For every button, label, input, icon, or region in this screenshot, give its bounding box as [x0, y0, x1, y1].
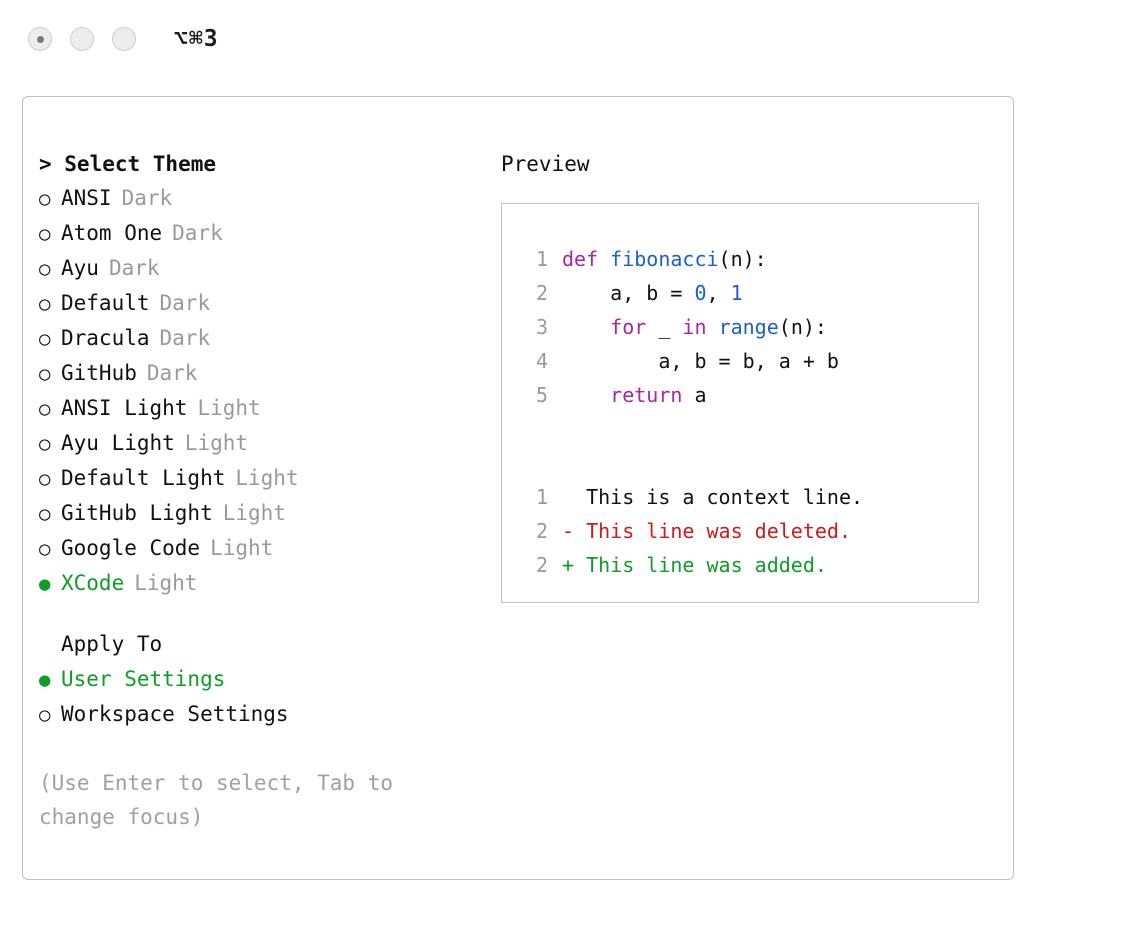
radio-unselected-icon: ○ — [39, 258, 51, 280]
radio-unselected-icon: ○ — [39, 293, 51, 315]
code-token — [562, 378, 610, 412]
line-number: 5 — [535, 383, 548, 407]
radio-unselected-icon: ○ — [39, 468, 51, 490]
preview-title: Preview — [501, 152, 590, 176]
diff-line-text: - This line was deleted. — [562, 519, 851, 543]
preview-box — [501, 203, 979, 603]
theme-option-row[interactable] — [39, 216, 479, 251]
theme-option-tag: Light — [134, 571, 198, 595]
radio-unselected-icon: ○ — [39, 363, 51, 385]
apply-to-heading: Apply To — [61, 632, 163, 656]
keyboard-hint: (Use Enter to select, Tab to change focus) — [39, 771, 406, 829]
theme-option-row[interactable] — [39, 181, 479, 216]
code-token — [707, 310, 719, 344]
radio-selected-icon: ● — [39, 669, 51, 691]
theme-option-label: Ayu — [61, 256, 99, 280]
theme-option-row[interactable] — [39, 391, 479, 426]
panel-content — [23, 97, 1013, 879]
line-number: 4 — [535, 349, 548, 373]
theme-option-tag: Light — [222, 501, 286, 525]
diff-line — [522, 514, 978, 548]
line-number: 2 — [535, 553, 548, 577]
theme-option-tag: Dark — [159, 326, 211, 350]
theme-option-tag: Light — [210, 536, 274, 560]
code-token: (n): — [718, 247, 767, 271]
radio-unselected-icon: ○ — [39, 433, 51, 455]
diff-line — [522, 548, 978, 582]
code-token: (n): — [778, 315, 827, 339]
line-number: 1 — [535, 485, 548, 509]
theme-option-row[interactable] — [39, 321, 479, 356]
line-number: 3 — [535, 315, 548, 339]
preview-column — [501, 147, 1001, 603]
zoom-dot[interactable] — [112, 27, 136, 51]
theme-option-label: XCode — [61, 571, 125, 595]
code-token — [562, 310, 610, 344]
minimize-dot[interactable] — [70, 27, 94, 51]
diff-line — [522, 480, 978, 514]
theme-option-tag: Light — [197, 396, 261, 420]
theme-option-row[interactable] — [39, 566, 479, 601]
apply-to-option-list — [39, 662, 479, 732]
main-panel — [22, 96, 1014, 880]
radio-unselected-icon: ○ — [39, 223, 51, 245]
theme-option-tag: Dark — [121, 186, 173, 210]
code-token: for — [610, 315, 647, 339]
theme-option-row[interactable] — [39, 531, 479, 566]
code-token: a — [682, 383, 707, 407]
apply-to-option-row[interactable] — [39, 662, 479, 697]
code-line — [522, 242, 978, 276]
code-token: a, b = b, a + b — [562, 349, 839, 373]
theme-option-label: Default Light — [61, 466, 226, 490]
apply-to-option-label: User Settings — [61, 667, 226, 691]
theme-option-label: Google Code — [61, 536, 201, 560]
theme-option-row[interactable] — [39, 286, 479, 321]
line-number: 2 — [535, 519, 548, 543]
radio-selected-icon: ● — [39, 573, 51, 595]
theme-option-row[interactable] — [39, 251, 479, 286]
line-number: 2 — [535, 281, 548, 305]
code-preview — [522, 242, 978, 412]
code-token: def — [562, 247, 611, 271]
apply-to-option-row[interactable] — [39, 697, 479, 732]
theme-option-row[interactable] — [39, 356, 479, 391]
radio-unselected-icon: ○ — [39, 503, 51, 525]
theme-option-tag: Dark — [146, 361, 198, 385]
code-token: 0 — [694, 281, 707, 305]
radio-unselected-icon: ○ — [39, 188, 51, 210]
theme-option-label: GitHub Light — [61, 501, 213, 525]
theme-option-tag: Dark — [159, 291, 211, 315]
close-dot[interactable] — [28, 27, 52, 51]
theme-option-list — [39, 181, 479, 601]
apply-to-heading-row — [39, 627, 479, 662]
diff-line-text: + This line was added. — [562, 553, 827, 577]
select-theme-heading: > Select Theme — [39, 152, 217, 176]
theme-option-label: GitHub — [61, 361, 137, 385]
code-token: in — [682, 315, 707, 339]
code-token: range — [718, 315, 779, 339]
theme-option-tag: Dark — [108, 256, 160, 280]
code-token: 1 — [730, 281, 743, 305]
code-token: , — [706, 281, 731, 305]
keyboard-shortcut-label: ⌥⌘3 — [174, 26, 219, 52]
code-line — [522, 310, 978, 344]
code-line — [522, 276, 978, 310]
theme-option-tag: Light — [184, 431, 249, 455]
theme-option-label: ANSI Light — [61, 396, 188, 420]
close-dot-inner — [37, 36, 44, 43]
diff-line-text: This is a context line. — [562, 485, 864, 509]
theme-option-tag: Dark — [172, 221, 223, 245]
radio-unselected-icon: ○ — [39, 398, 51, 420]
radio-unselected-icon: ○ — [39, 328, 51, 350]
theme-selector-column — [39, 147, 479, 834]
radio-unselected-icon: ○ — [39, 704, 51, 726]
code-line — [522, 378, 978, 412]
diff-preview — [522, 480, 978, 582]
theme-option-label: ANSI — [61, 186, 112, 210]
title-bar — [0, 0, 1140, 78]
code-token: fibonacci — [610, 247, 719, 271]
spacer — [39, 601, 479, 627]
code-token: a, b = — [562, 281, 695, 305]
apply-to-option-label: Workspace Settings — [61, 702, 289, 726]
code-diff-spacer-2 — [522, 446, 978, 480]
theme-option-tag: Light — [235, 466, 299, 490]
theme-option-label: Default — [61, 291, 150, 315]
apply-to-heading-indent — [39, 628, 61, 662]
spacer-2 — [39, 732, 479, 766]
theme-option-row[interactable] — [39, 426, 479, 461]
radio-unselected-icon: ○ — [39, 538, 51, 560]
code-diff-spacer — [522, 412, 978, 446]
theme-option-label: Atom One — [61, 221, 163, 245]
code-line — [522, 344, 978, 378]
theme-option-label: Ayu Light — [61, 431, 175, 455]
code-token: return — [610, 383, 683, 407]
line-number: 1 — [535, 247, 548, 271]
code-token: _ — [646, 315, 683, 339]
theme-option-row[interactable] — [39, 496, 479, 531]
theme-option-row[interactable] — [39, 461, 479, 496]
theme-option-label: Dracula — [61, 326, 150, 350]
